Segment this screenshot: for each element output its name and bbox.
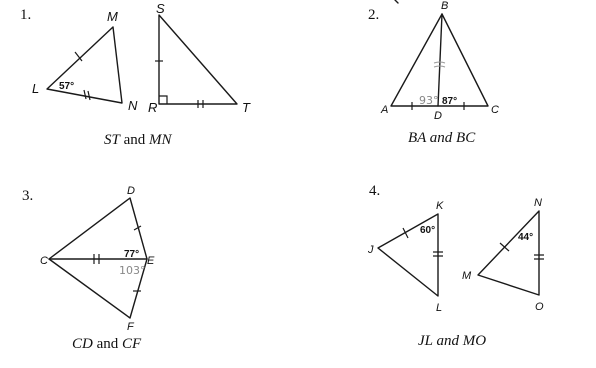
vertex-m-label: M — [107, 9, 118, 24]
problem-2 — [368, 0, 499, 146]
vertex-k-label: K — [436, 200, 444, 212]
problem-1-number: 1. — [20, 7, 32, 23]
angle-k-label: 60° — [420, 225, 436, 236]
caption-and: and — [119, 132, 150, 148]
problem-2-number: 2. — [368, 7, 380, 23]
vertex-n-label: N — [534, 197, 542, 209]
vertex-a-label: A — [381, 104, 389, 116]
angle-n-label: 44° — [518, 232, 534, 243]
caption-and: and — [92, 336, 123, 352]
problem-1 — [20, 1, 251, 148]
vertex-r-label: R — [148, 100, 158, 115]
vertex-d-label: D — [127, 185, 135, 197]
problem-4-caption: JL and MO — [418, 333, 487, 349]
vertex-c-label: C — [40, 255, 48, 267]
problem-4-number: 4. — [369, 183, 381, 199]
vertex-c-label: C — [491, 104, 499, 116]
vertex-l-label: L — [32, 81, 40, 96]
angle-bdc-label: 87° — [442, 96, 458, 107]
pencil-angle-103: 103° — [119, 264, 146, 277]
caption-segment-mn: MN — [149, 132, 172, 148]
angle-ced-label: 77° — [124, 249, 140, 260]
vertex-d-label: D — [434, 110, 442, 122]
vertex-s-label: S — [156, 1, 165, 16]
problem-3 — [22, 185, 155, 352]
vertex-j-label: J — [368, 244, 374, 256]
angle-l-label: 57° — [59, 81, 75, 92]
problem-1-caption — [104, 132, 173, 148]
caption-segment-cd: CD — [72, 336, 93, 352]
problem-3-caption — [72, 336, 142, 352]
vertex-m-label: M — [462, 270, 472, 282]
triangle-abc — [391, 14, 488, 110]
vertex-l-label: L — [436, 302, 443, 314]
problem-3-number: 3. — [22, 188, 34, 204]
caption-segment-cf: CF — [122, 336, 142, 352]
vertex-o-label: O — [535, 301, 544, 313]
triangle-mno — [478, 211, 544, 295]
vertex-e-label: E — [147, 255, 155, 267]
vertex-b-label: B — [441, 0, 449, 12]
vertex-f-label: F — [127, 321, 134, 333]
vertex-n-label: N — [128, 98, 138, 113]
triangle-srt — [155, 15, 237, 108]
problem-4 — [367, 183, 544, 349]
problem-2-caption: BA and BC — [408, 130, 476, 146]
pencil-angle-93: 93° — [419, 94, 439, 107]
caption-segment-st: ST — [104, 132, 120, 148]
vertex-t-label: T — [242, 100, 250, 115]
scan-fragment — [395, 0, 398, 3]
